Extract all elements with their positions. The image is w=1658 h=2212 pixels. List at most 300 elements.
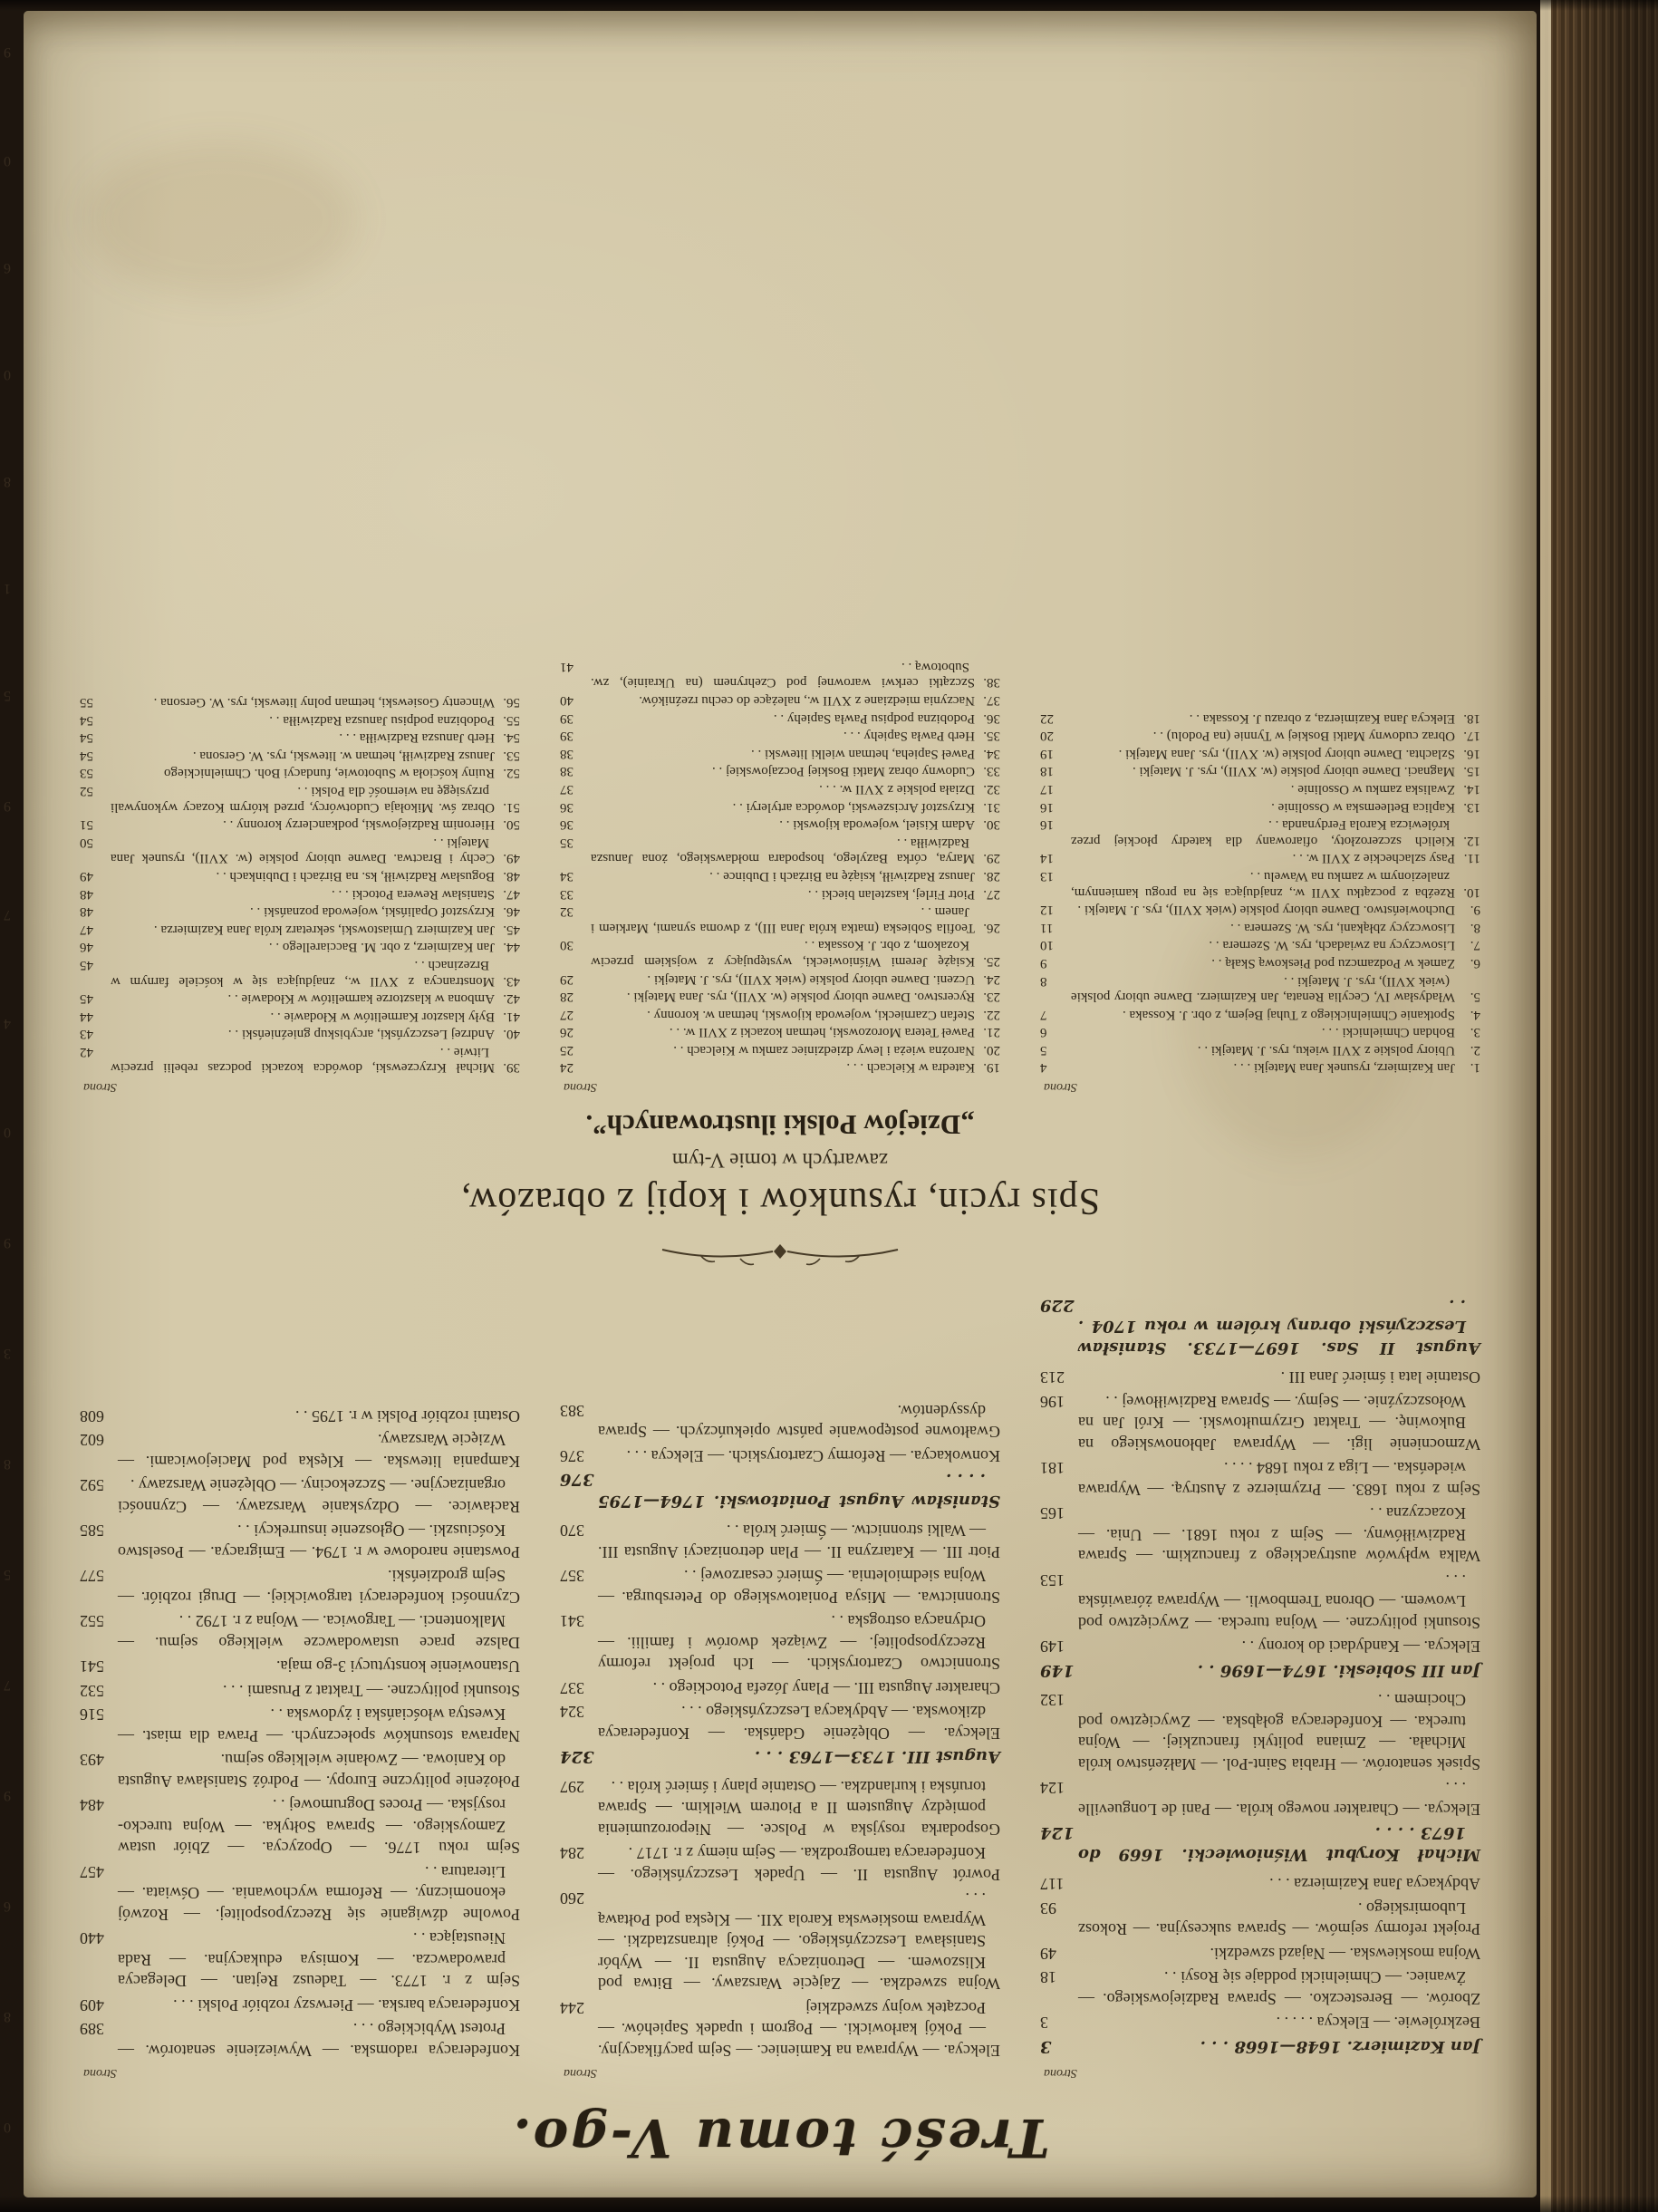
entry-number: 29. xyxy=(983,851,1000,866)
page-edge-mark: 0 xyxy=(4,367,11,382)
entry-text: Stefan Czarniecki, wojewoda kijowski, hetman w. koronny . xyxy=(647,1007,975,1022)
illustration-entry xyxy=(80,1026,520,1042)
entry-page-number: 36 xyxy=(560,799,574,815)
toc-entry-list xyxy=(80,1405,520,2062)
illustration-entry xyxy=(80,711,520,728)
illustration-entry xyxy=(1040,1006,1480,1022)
page-edge-mark: 8 xyxy=(4,1456,11,1472)
illustration-entry xyxy=(560,1024,1000,1040)
entry-page-number: 376 xyxy=(560,1447,584,1465)
entry-page-number: 37 xyxy=(560,782,574,797)
entry-page-number: 153 xyxy=(1040,1571,1065,1589)
entry-text: Konwokacya. — Reformy Czartoryskich. — Elekcya . . . xyxy=(626,1447,1000,1465)
toc-entry xyxy=(1040,1966,1480,2009)
illustration-entry xyxy=(1040,902,1480,918)
entry-text: Powolne dźwiganie się Rzeczypospolitej. — Rozwój ekonomiczny. — Reforma wychowania. — Oświata. — Literatura . . xyxy=(118,1863,520,1924)
entry-number: 10. xyxy=(1463,884,1480,900)
entry-page-number: 440 xyxy=(80,1929,104,1948)
entry-page-number: 30 xyxy=(560,938,574,953)
entry-text: Zwaliska zamku w Ossolinie . xyxy=(1290,782,1455,797)
illustration-entry xyxy=(80,885,520,902)
toc-entry-list xyxy=(560,1400,1000,2062)
entry-page-number: 28 xyxy=(560,990,574,1005)
entry-page-number: 40 xyxy=(560,693,574,709)
entry-page-number: 552 xyxy=(80,1612,104,1631)
entry-text: Ruiny kościoła w Subotowie, fundacyi Boh. Chmielnickiego xyxy=(164,766,495,781)
entry-page-number: 38 xyxy=(560,764,574,779)
toc-entry xyxy=(80,1565,520,1608)
entry-page-number: 42 xyxy=(80,1044,93,1059)
entry-page-number: 457 xyxy=(80,1863,104,1881)
illustration-entry xyxy=(560,903,1000,935)
strona-column-header: Strona xyxy=(83,1080,117,1095)
toc-entry xyxy=(560,1520,1000,1562)
toc-entry xyxy=(80,1656,520,1677)
page-edge-mark: 1 xyxy=(4,581,11,596)
entry-text: Czynności konfederacyi targowickiej. — Drugi rozbiór. — Sejm grodzieński. xyxy=(118,1567,520,1607)
entry-page-number: 244 xyxy=(560,1999,584,2017)
toc-entry xyxy=(1040,1873,1480,1895)
entry-page-number: 48 xyxy=(80,886,93,902)
entry-page-number: 46 xyxy=(80,940,93,955)
entry-number: 3. xyxy=(1470,1025,1480,1040)
entry-text: Cudowny obraz Matki Boskiej Poczajowskiej . . xyxy=(712,764,975,779)
illustration-entry xyxy=(560,798,1000,815)
entry-text: Lisowczycy zbłąkani, rys. W. Szernera . . xyxy=(1230,920,1455,935)
entry-text: Szlachta. Dawne ubiory polskie (w. XVII), rys. Jana Matejki . xyxy=(1118,746,1455,761)
entry-text: Spisek senatorów. — Hrabia Saint-Pol. — Małżeństwo króla Michała. — Zmiana polityki francuzkiej. — Wojna turecka. — Konfederacya gołąbska. — Zwycięztwo pod Chocimem . . xyxy=(1078,1691,1480,1773)
entry-page-number: 20 xyxy=(1040,729,1054,744)
entry-number: 22. xyxy=(983,1007,1000,1022)
entry-text: Abdykacya Jana Kazimierza . . . xyxy=(1269,1875,1480,1894)
illustration-entry xyxy=(80,816,520,833)
entry-text: Wojna szwedzka. — Zajęcie Warszawy. — Bitwa pod Kliszowem. — Detronizacya Augusta II. — Wybór Stanisława Leszczyńskiego. — Pokój altransztadzki. — Wyprawa moskiewska Karola XII. — Klęska pod Połtawą . . . xyxy=(598,1889,1000,1994)
entry-number: 38. xyxy=(983,675,1000,691)
page-edge-mark: 6 xyxy=(4,260,11,275)
strona-column-header: Strona xyxy=(564,2066,597,2080)
entry-number: 18. xyxy=(1463,710,1480,726)
page-edge-mark: 5 xyxy=(4,1567,11,1582)
toc-entry xyxy=(1040,1457,1480,1500)
entry-page-number: 17 xyxy=(1040,782,1054,797)
entry-text: Michał Korybut Wiśniowiecki. 1669 do 1673 . . . . xyxy=(1078,1823,1480,1864)
toc-entry xyxy=(80,1429,520,1472)
page-edge-mark: 9 xyxy=(4,44,11,60)
entry-page-number: 54 xyxy=(80,748,93,763)
entry-page-number: 383 xyxy=(560,1402,584,1420)
illustrations-column-2 xyxy=(560,656,1000,1094)
illustrations-heading xyxy=(80,1109,1480,1223)
entry-text: Ostatnie lata i śmierć Jana III . xyxy=(1280,1368,1480,1387)
entry-text: Projekt reformy sejmów. — Sprawa sukcesyjna. — Rokosz Lubomirskiego . xyxy=(1078,1899,1480,1939)
entry-page-number: 376 xyxy=(560,1470,594,1490)
entry-text: Powrót Augusta II. — Upadek Leszczyńskiego. — Konfederacya tarnogrodzka. — Sejm niemy z r. 1717 . xyxy=(598,1844,1000,1884)
page-edge-mark: 8 xyxy=(4,2009,11,2024)
entry-page-number: 12 xyxy=(1040,903,1054,918)
toc-entry xyxy=(80,1704,520,1746)
entry-text: Szczątki cerkwi warownej pod Czehrynem (na Ukrainie), zw. Subotową . . xyxy=(591,659,975,691)
entry-page-number: 26 xyxy=(560,1025,574,1040)
entry-text: Ostatni rozbiór Polski w r. 1795 . . xyxy=(295,1407,520,1425)
illustration-entry xyxy=(560,1006,1000,1022)
page-edge-mark: 5 xyxy=(4,688,11,703)
entry-page-number: 516 xyxy=(80,1705,104,1724)
toc-entry xyxy=(1040,1898,1480,1940)
entry-number: 17. xyxy=(1463,729,1480,744)
entry-text: Spotkanie Chmielnickiego z Tuhaj Bejem, z obr. J. Kossaka . xyxy=(1122,1007,1455,1022)
entry-text: Położenie polityczne Europy. — Podróż Stanisława Augusta do Kaniowa. — Zwołanie wielkiego sejmu. xyxy=(118,1751,520,1791)
entry-number: 41. xyxy=(503,1009,520,1024)
entry-page-number: 608 xyxy=(80,1407,104,1425)
entry-text: Bogusław Radziwiłł, ks. na Birżach i Dubinkach . . xyxy=(216,868,495,884)
illustration-entry xyxy=(80,729,520,746)
illustration-entry xyxy=(1040,745,1480,761)
entry-number: 30. xyxy=(983,817,1000,833)
entry-page-number: 24 xyxy=(560,1060,574,1076)
illustration-entry xyxy=(80,693,520,710)
entry-text: Piotr III. — Katarzyna II. — Plan detronizacyi Augusta III. — Walki stronnictw. — Śmierć króla . . xyxy=(598,1521,1000,1561)
entry-page-number: 11 xyxy=(1040,920,1054,935)
entry-text: Janusz Radziwiłł, książę na Birżach i Dubince . . xyxy=(709,868,975,884)
entry-text: Hieronim Radziejowski, podkanclerzy koronny . . xyxy=(223,817,495,833)
entry-page-number: 52 xyxy=(80,784,93,798)
entry-text: Sejm roku 1776. — Opozycya. — Zbiór ustaw Zamoyskiego. — Sprawa Sołtyka. — Wojna turecko-rosyjska. — Proces Dogrumowej . . xyxy=(118,1796,520,1858)
entry-page-number: 602 xyxy=(80,1431,104,1450)
entry-number: 33. xyxy=(983,764,1000,779)
entry-number: 12. xyxy=(1463,833,1480,848)
entry-page-number: 229 xyxy=(1040,1296,1075,1315)
entry-number: 42. xyxy=(503,991,520,1007)
illustration-entry xyxy=(80,921,520,937)
illustrations-heading-line3: „Dziejów Polski ilustrowanych”. xyxy=(585,1109,975,1142)
entry-number: 56. xyxy=(503,695,520,710)
entry-page-number: 48 xyxy=(80,904,93,920)
entry-page-number: 341 xyxy=(560,1612,584,1631)
entry-page-number: 7 xyxy=(1040,1007,1047,1022)
entry-text: Janusz Radziwiłł, hetman w. litewski, rys. W. Gersona . xyxy=(192,748,495,763)
entry-page-number: 585 xyxy=(80,1521,104,1541)
illustration-entry-list xyxy=(560,658,1000,1075)
entry-text: August II Sas. 1697—1733. Stanisław Leszczyński obrany królem w roku 1704 . . . xyxy=(1078,1296,1480,1357)
toc-column-2 xyxy=(560,1292,1000,2081)
entry-number: 2. xyxy=(1470,1042,1480,1058)
toc-entry xyxy=(80,1995,520,2016)
toc-entry xyxy=(1040,1391,1480,1455)
entry-page-number: 4 xyxy=(1040,1060,1047,1076)
illustrations-column-1 xyxy=(1040,656,1480,1094)
entry-number: 9. xyxy=(1470,903,1480,918)
toc-entry xyxy=(1040,1367,1480,1388)
illustration-entry xyxy=(1040,763,1480,779)
entry-number: 6. xyxy=(1470,955,1480,971)
illustration-entry xyxy=(560,710,1000,726)
entry-text: Katedra w Kielcach . . . xyxy=(846,1060,975,1076)
entry-text: Wincenty Gosiewski, hetman polny litewski, rys. W. Gersona . xyxy=(153,695,495,710)
toc-entry xyxy=(560,1746,1000,1768)
illustration-entry-list xyxy=(1040,710,1480,1075)
illustration-entry xyxy=(1040,1059,1480,1076)
entry-text: Krzysztof Opaliński, wojewoda poznański . . xyxy=(250,904,495,920)
entry-number: 13. xyxy=(1463,799,1480,815)
entry-page-number: 45 xyxy=(80,957,93,972)
entry-page-number: 43 xyxy=(80,1027,93,1042)
entry-number: 44. xyxy=(503,940,520,955)
page-edge-mark: 8 xyxy=(4,474,11,489)
entry-page-number: 29 xyxy=(560,971,574,987)
toc-entry xyxy=(560,1677,1000,1699)
illustration-entry xyxy=(1040,850,1480,866)
entry-text: Paweł Sapieha, hetman wielki litewski . . xyxy=(750,746,975,761)
illustration-entry xyxy=(560,1041,1000,1058)
toc-entry xyxy=(1040,1636,1480,1657)
entry-text: Rzeźba z początku XVII w., znajdująca się na progu kamiennym, znalezionym w zamku na Wawelu . . xyxy=(1071,868,1455,900)
entry-number: 8. xyxy=(1470,920,1480,935)
entry-page-number: 577 xyxy=(80,1567,104,1586)
page-edge-mark: 4 xyxy=(4,1016,11,1031)
scanned-page xyxy=(24,11,1537,2198)
entry-text: Adam Kisiel, wojewoda kijowski . . xyxy=(779,817,975,833)
entry-text: Gwałtowne postępowanie państw opiekuńczych. — Sprawa dyssydentów. xyxy=(598,1402,1000,1442)
entry-text: Teofila Sobieska (matka króla Jana III), z dwoma synami, Markiem i Janem . . xyxy=(591,904,975,935)
entry-page-number: 18 xyxy=(1040,764,1054,779)
toc-entry xyxy=(1040,1660,1480,1682)
toc-entry xyxy=(560,1400,1000,1443)
entry-number: 16. xyxy=(1463,746,1480,761)
entry-text: Ambona w klasztorze karmelitów w Kłodawie . . xyxy=(227,991,495,1007)
entry-text: Uczeni. Dawne ubiory polskie (wiek XVII), rys. J. Matejki . xyxy=(647,971,975,987)
illustration-entry xyxy=(1040,954,1480,971)
entry-text: Pasy szlacheckie z XVII w. . . xyxy=(1292,851,1455,866)
entry-page-number: 55 xyxy=(80,695,93,710)
entry-page-number: 54 xyxy=(80,730,93,746)
illustration-entry xyxy=(560,971,1000,987)
illustration-entry xyxy=(80,782,520,814)
entry-number: 39. xyxy=(503,1060,520,1076)
entry-page-number: 33 xyxy=(560,886,574,902)
entry-page-number: 39 xyxy=(560,729,574,744)
strona-column-header: Strona xyxy=(1044,1080,1077,1095)
page-edge-mark: 9 xyxy=(4,798,11,814)
entry-page-number: 50 xyxy=(80,835,93,850)
entry-text: Naczynia miedziane z XVII w., należące do cechu rzeźników. xyxy=(639,693,975,709)
entry-page-number: 14 xyxy=(1040,851,1054,866)
toc-entry xyxy=(560,1565,1000,1608)
entry-text: Kielich szczerozłoty, ofiarowany dla katedry płockiej przez królewicza Karola Ferdynanda . . xyxy=(1071,817,1455,848)
entry-text: Ustanowienie konstytucyi 3-go maja. xyxy=(276,1657,520,1676)
entry-number: 21. xyxy=(983,1025,1000,1040)
entry-text: Racławice. — Odzyskanie Warszawy. — Czynności organizacyjne. — Szczekociny. — Oblężenie Warszawy . xyxy=(118,1476,520,1516)
entry-text: Kaplica Betleemska w Ossolinie . xyxy=(1271,799,1455,815)
strona-column-header: Strona xyxy=(83,2066,117,2080)
entry-page-number: 45 xyxy=(80,991,93,1007)
toc-entry xyxy=(560,1445,1000,1467)
illustrations-column-3 xyxy=(80,656,520,1094)
entry-number: 31. xyxy=(983,799,1000,815)
entry-text: Podobizna podpisu Janusza Radziwiłła . . xyxy=(269,712,495,728)
entry-text: Zamek w Podzamczu pod Pieskową Skałą . . xyxy=(1211,955,1455,971)
entry-text: August III. 1733—1763 . . . xyxy=(754,1747,1000,1767)
entry-text: Stronnictwo Czartoryskich. — Ich projekt reformy Rzeczypospolitej. — Związek dworów i familii. — Ordynacya ostrogska . . xyxy=(598,1612,1000,1674)
entry-number: 37. xyxy=(983,693,1000,709)
entry-page-number: 149 xyxy=(1040,1661,1075,1680)
entry-text: Jan Kazimierz Umiastowski, sekretarz króla Jana Kazimierza . xyxy=(153,922,495,937)
toc-entry xyxy=(1040,1777,1480,1820)
entry-page-number: 324 xyxy=(560,1703,584,1722)
illustration-entry xyxy=(80,867,520,884)
entry-number: 7. xyxy=(1470,938,1480,953)
illustration-entry xyxy=(560,1059,1000,1076)
toc-entry xyxy=(80,1680,520,1702)
entry-number: 5. xyxy=(1470,990,1480,1005)
entry-text: Jan Kazimierz, z obr. M. Bacciarellego . . xyxy=(268,940,495,955)
toc-entry-list xyxy=(1040,1295,1480,2058)
entry-page-number: 8 xyxy=(1040,973,1047,989)
entry-text: Bezkrólewie. — Elekcya . . . . . xyxy=(1276,2014,1480,2033)
entry-text: Gospodarka rosyjska w Polsce. — Nieporozumienia pomiędzy Augustem II a Piotrem Wielkim. — Sprawa toruńska i kurlandzka. — Ostatnie plany i śmierć króla . . xyxy=(598,1778,1000,1839)
illustration-entry xyxy=(80,1043,520,1075)
illustration-entry xyxy=(1040,798,1480,815)
illustration-entry xyxy=(560,658,1000,690)
entry-page-number: 25 xyxy=(560,1042,574,1058)
entry-text: Jan III Sobieski. 1674—1696 . . xyxy=(1197,1661,1480,1680)
entry-text: Władysław IV, Cecylia Renata, Jan Kazimierz. Dawne ubiory polskie (wiek XVII), rys. J. Matejki . . xyxy=(1071,973,1455,1005)
book-fore-edge xyxy=(1540,0,1658,2212)
toc-entry xyxy=(80,1474,520,1517)
illustration-entry xyxy=(1040,816,1480,848)
illustrations-list xyxy=(80,656,1480,1094)
illustration-entry xyxy=(560,937,1000,969)
page-title: Treść tomu V-go. xyxy=(510,2107,1050,2169)
illustration-entry xyxy=(1040,937,1480,953)
toc-entry xyxy=(1040,2036,1480,2058)
toc-column-1 xyxy=(1040,1292,1480,2081)
entry-number: 55. xyxy=(503,712,520,728)
entry-page-number: 22 xyxy=(1040,710,1054,726)
page-edge-mark: 9 xyxy=(4,1788,11,1803)
illustration-entry xyxy=(1040,919,1480,935)
entry-text: Stanisław August Poniatowski. 1764—1795 . . . . xyxy=(598,1470,1000,1511)
entry-page-number: 9 xyxy=(1040,955,1047,971)
entry-page-number: 592 xyxy=(80,1476,104,1495)
toc-entry xyxy=(1040,1295,1480,1359)
entry-text: Obraz cudowny Matki Boskiej w Tynnie (na Podolu) . . xyxy=(1152,729,1455,744)
table-of-contents xyxy=(80,1292,1480,2081)
entry-number: 53. xyxy=(503,748,520,763)
toc-entry xyxy=(80,1520,520,1562)
illustration-entry xyxy=(560,885,1000,902)
entry-text: Zborów. — Beresteczko. — Sprawa Radziejowskiego. — Żwaniec. — Chmielnicki poddaje się Rosyi . . xyxy=(1078,1968,1480,2008)
entry-page-number: 5 xyxy=(1040,1042,1047,1058)
strona-column-header: Strona xyxy=(1044,2066,1077,2080)
entry-page-number: 149 xyxy=(1040,1637,1065,1657)
illustrations-heading-line1: Spis rycin, rysunków i kopij z obrazów, xyxy=(460,1180,1100,1222)
entry-page-number: 38 xyxy=(560,746,574,761)
entry-text: Andrzej Leszczyński, arcybiskup gnieźnieński . . xyxy=(227,1027,495,1042)
entry-page-number: 47 xyxy=(80,922,93,937)
page-edge-mark: 6 xyxy=(4,1898,11,1914)
entry-text: Stronnictwa. — Misya Poniatowskiego do Petersburga. — Wojna siedmioletnia. — Śmierć cesarzowej . . xyxy=(598,1567,1000,1607)
entry-page-number: 181 xyxy=(1040,1459,1065,1478)
entry-text: Stosunki polityczne. — Wojna turecka. — Zwycięztwo pod Lwowem. — Obrona Trembowli. — Wyprawa żórawińska . . . xyxy=(1078,1571,1480,1632)
entry-page-number: 196 xyxy=(1040,1393,1065,1411)
toc-entry xyxy=(560,1997,1000,2062)
toc-entry xyxy=(1040,1502,1480,1567)
toc-entry xyxy=(80,1405,520,1427)
page-edge-mark: 9 xyxy=(4,1235,11,1251)
entry-page-number: 44 xyxy=(80,1009,93,1024)
entry-text: Ubiory polskie z XVII wieku, rys. J. Matejki . . xyxy=(1197,1042,1455,1058)
entry-page-number: 36 xyxy=(560,817,574,833)
entry-page-number: 93 xyxy=(1040,1899,1056,1917)
toc-entry xyxy=(80,1610,520,1653)
toc-entry xyxy=(560,1888,1000,1995)
entry-page-number: 337 xyxy=(560,1679,584,1697)
entry-text: Marya, córka Bazylego, hospodara mołdawskiego, żona Janusza Radziwiłła . . xyxy=(591,835,975,866)
illustrations-heading-line2: zawartych w tomie V-tym xyxy=(671,1149,889,1173)
illustration-entry xyxy=(80,747,520,763)
entry-page-number: 16 xyxy=(1040,799,1054,815)
entry-text: Konfederacya barska. — Pierwszy rozbiór Polski . . . xyxy=(173,1996,520,2014)
entry-page-number: 53 xyxy=(80,766,93,781)
entry-page-number: 49 xyxy=(1040,1945,1056,1963)
entry-number: 25. xyxy=(983,953,1000,969)
toc-entry xyxy=(80,1794,520,1859)
entry-page-number: 532 xyxy=(80,1682,104,1700)
toc-entry xyxy=(560,1842,1000,1885)
illustration-entry-list xyxy=(80,693,520,1075)
illustration-entry xyxy=(560,780,1000,797)
entry-text: Elekcya. — Wyprawa na Kamieniec. — Sejm pacyfikacyjny. — Pokój karłowicki. — Pogrom i upadek Sapiehów. — Początek wojny szwedzkiej xyxy=(598,1999,1000,2060)
illustration-entry xyxy=(1040,867,1480,899)
entry-page-number: 213 xyxy=(1040,1368,1065,1387)
entry-text: Paweł Tetera Morozowski, hetman kozacki z XVII w. . . xyxy=(669,1025,975,1040)
entry-text: Herb Janusza Radziwiłła . . . xyxy=(339,730,495,746)
page-edge-mark: 7 xyxy=(4,1677,11,1693)
illustration-entry xyxy=(80,903,520,920)
entry-page-number: 260 xyxy=(560,1889,584,1908)
entry-number: 28. xyxy=(983,868,1000,884)
entry-text: Wojna moskiewska. — Najazd szwedzki. xyxy=(1210,1945,1480,1963)
entry-page-number: 16 xyxy=(1040,817,1054,833)
entry-text: Stosunki polityczne. — Traktat z Prusami . . . xyxy=(223,1682,520,1700)
page-edge-mark: 0 xyxy=(4,153,11,169)
toc-entry xyxy=(80,1749,520,1792)
illustration-entry xyxy=(560,745,1000,761)
entry-text: Duchowieństwo. Dawne ubiory polskie (wiek XVII), rys. J. Matejki . xyxy=(1077,903,1455,918)
entry-text: Sejm z r. 1773. — Tadeusz Rejtan. — Delegacya prawodawcza. — Komisya edukacyjna. — Rada Nieustająca . . xyxy=(118,1929,520,1991)
illustration-entry xyxy=(80,990,520,1007)
entry-number: 11. xyxy=(1463,851,1480,866)
entry-number: 19. xyxy=(983,1060,1000,1076)
illustration-entry xyxy=(1040,1024,1480,1040)
entry-page-number: 541 xyxy=(80,1657,104,1676)
entry-text: Krzysztof Arciszewski, dowódca artyleryi . . xyxy=(732,799,975,815)
entry-number: 46. xyxy=(503,904,520,920)
entry-page-number: 484 xyxy=(80,1796,104,1815)
entry-number: 36. xyxy=(983,710,1000,726)
entry-text: Elekcya. — Charakter nowego króla. — Pani de Longueville . . . xyxy=(1078,1779,1480,1819)
entry-page-number: 3 xyxy=(1040,2037,1052,2056)
illustration-entry xyxy=(1040,728,1480,744)
entry-text: Piotr Firlej, kasztelan biecki . . xyxy=(807,886,975,902)
toc-entry xyxy=(80,2018,520,2061)
entry-text: Michał Krzyczewski, dowódca kozacki podczas rebelii przeciw Litwie . . xyxy=(111,1044,495,1076)
entry-page-number: 35 xyxy=(560,835,574,850)
entry-number: 23. xyxy=(983,990,1000,1005)
entry-text: Herb Pawła Sapiehy . . . xyxy=(843,729,975,744)
illustration-entry xyxy=(560,763,1000,779)
toc-entry xyxy=(80,1861,520,1926)
